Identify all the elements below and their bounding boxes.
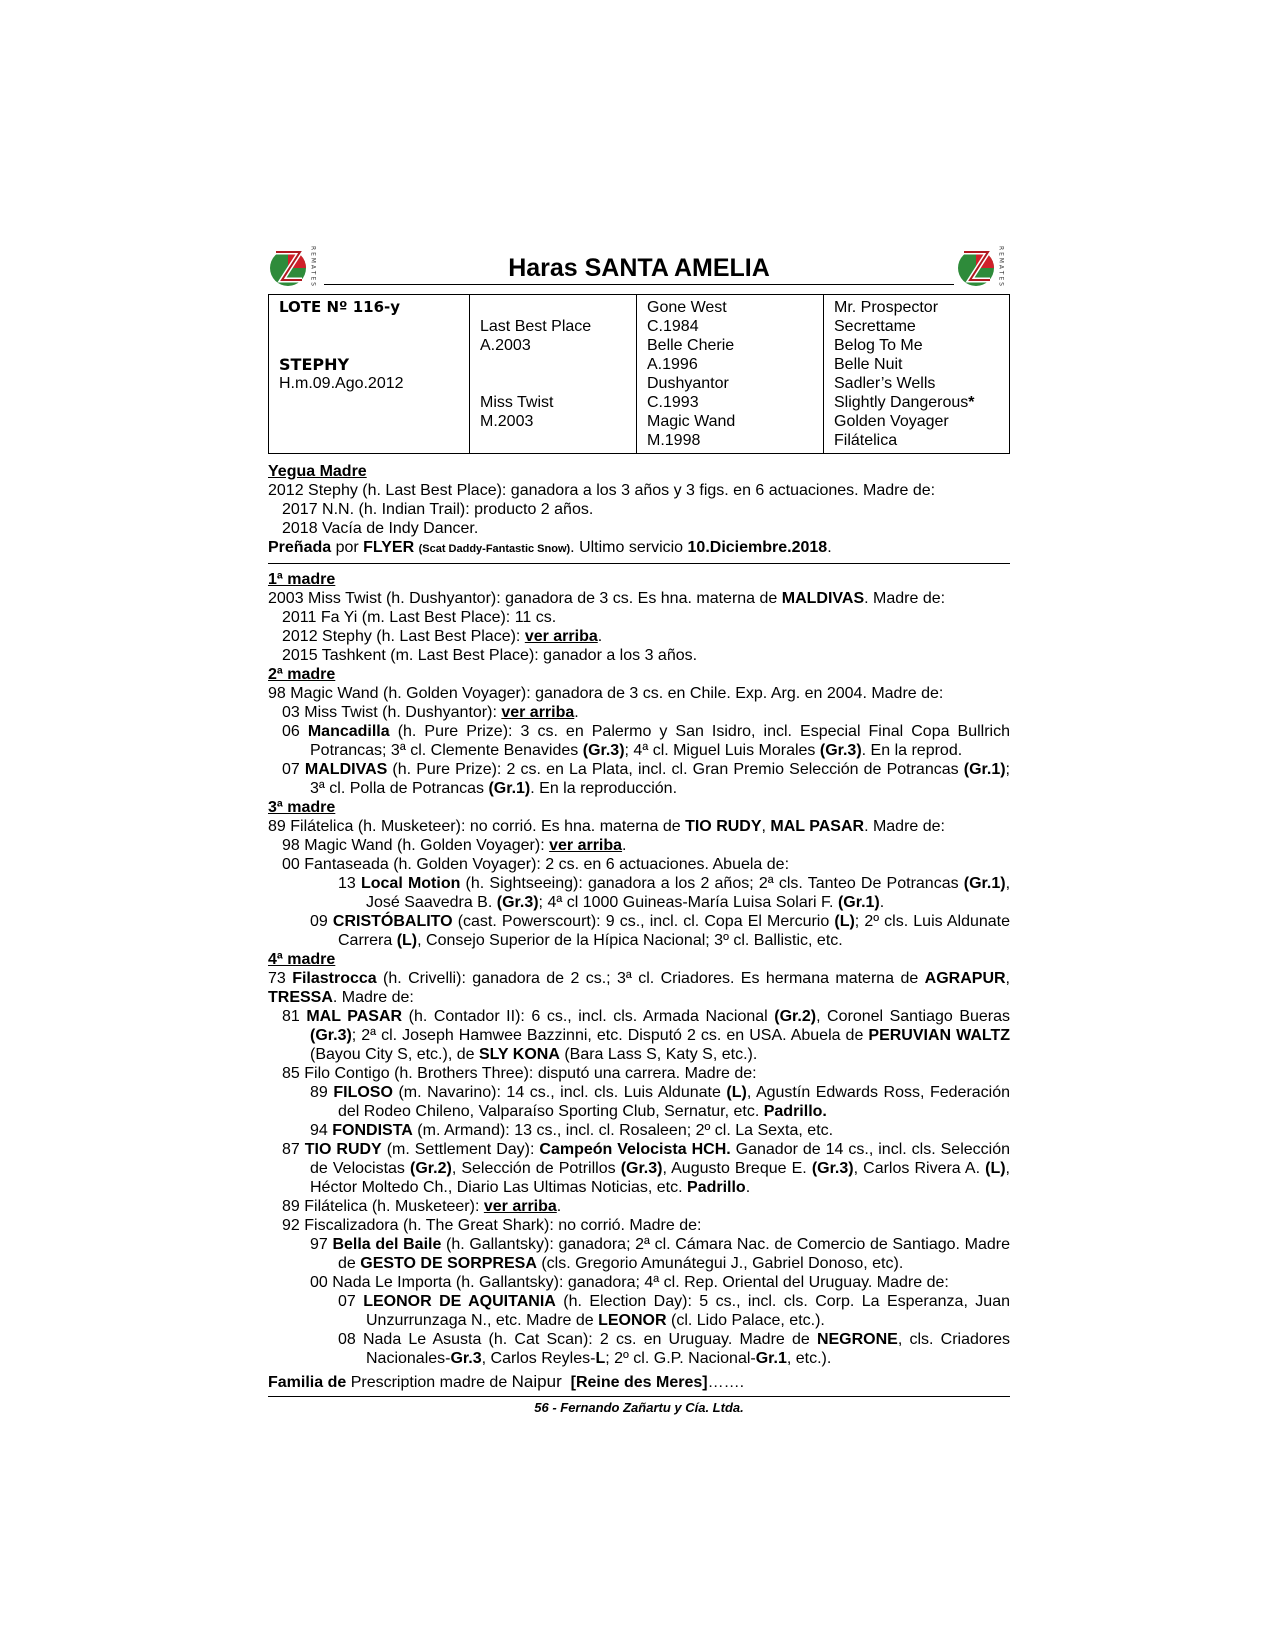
sire-year: A.2003 <box>480 337 531 354</box>
grandsire-paternal-year: C.1984 <box>647 318 699 335</box>
list-item: 2003 Miss Twist (h. Dushyantor): ganadora de 3 cs. Es hna. materna de MALDIVAS. Madre de: <box>268 590 946 607</box>
list-item: 97 Bella del Baile (h. Gallantsky): ganadora; 2ª cl. Cámara Nac. de Comercio de Santiago. Madre de GESTO DE SORPRESA (cls. Gregorio Amunátegui J., Gabriel Donoso, etc). <box>310 1236 1010 1272</box>
list-item: 81 MAL PASAR (h. Contador II): 6 cs., incl. cls. Armada Nacional (Gr.2), Coronel Santiago Bueras (Gr.3); 2ª cl. Joseph Hamwee Bazzinni, etc. Disputó 2 cs. en USA. Abuela de PERUVIAN WALTZ (Bayou City S, etc.), de SLY KONA (Bara Lass S, Katy S, etc.). <box>282 1008 1011 1063</box>
list-item: 00 Nada Le Importa (h. Gallantsky): ganadora; 4ª cl. Rep. Oriental del Uruguay. Madre de: <box>310 1274 949 1291</box>
grandsire-maternal: Dushyantor <box>647 375 729 392</box>
list-item: 07 LEONOR DE AQUITANIA (h. Election Day): 5 cs., incl. cls. Corp. La Esperanza, Juan Unzurrunzaga N., etc. Madre de LEONOR (cl. Lido Palace, etc.). <box>338 1293 1010 1329</box>
list-item: 13 Local Motion (h. Sightseeing): ganadora a los 2 años; 2ª cls. Tanteo De Potrancas (Gr.1), José Saavedra B. (Gr.3); 4ª cl 1000 Guineas-María Luisa Solari F. (Gr.1). <box>338 875 1011 911</box>
horse-name: STEPHY <box>279 355 350 374</box>
list-item: 2012 Stephy (h. Last Best Place): ver arriba. <box>282 628 603 645</box>
list-item: 08 Nada Le Asusta (h. Cat Scan): 2 cs. en Uruguay. Madre de NEGRONE, cls. Criadores Nacionales-Gr.3, Carlos Reyles-L; 2º cl. G.P. Nacional-Gr.1, etc.). <box>338 1331 1011 1367</box>
list-item: 00 Fantaseada (h. Golden Voyager): 2 cs. en 6 actuaciones. Abuela de: <box>282 856 790 873</box>
pedigree-horse <box>279 298 464 393</box>
granddam-paternal-year: A.1996 <box>647 356 698 373</box>
list-item: 85 Filo Contigo (h. Brothers Three): disputó una carrera. Madre de: <box>282 1065 757 1082</box>
pedigree-table <box>268 294 1010 454</box>
list-item: 2012 Stephy (h. Last Best Place): ganadora a los 3 años y 3 figs. en 6 actuaciones. Madre de: <box>268 482 936 499</box>
list-item: 09 CRISTÓBALITO (cast. Powerscourt): 9 cs., incl. cl. Copa El Mercurio (L); 2º cls. Luis Aldunate Carrera (L), Consejo Superior de la Hípica Nacional; 3º cl. Ballistic, etc. <box>310 913 1011 949</box>
list-item: 2017 N.N. (h. Indian Trail): producto 2 años. <box>282 501 594 518</box>
pedigree-great-grandparents <box>823 295 1012 453</box>
granddam-paternal: Belle Cherie <box>647 337 735 354</box>
ancestor: Sadler’s Wells <box>834 375 936 392</box>
footer-divider <box>268 1396 1010 1397</box>
list-item: 98 Magic Wand (h. Golden Voyager): ganadora de 3 cs. en Chile. Exp. Arg. en 2004. Madre de: <box>268 685 944 702</box>
section-heading: 4ª madre <box>268 951 336 968</box>
list-item: 73 Filastrocca (h. Crivelli): ganadora de 2 cs.; 3ª cl. Criadores. Es hermana materna de AGRAPUR, TRESSA. Madre de: <box>268 970 1010 1006</box>
family-history <box>268 462 1010 1392</box>
list-item: 87 TIO RUDY (m. Settlement Day): Campeón Velocista HCH. Ganador de 14 cs., incl. cls. Selección de Velocistas (Gr.2), Selección de Potrillos (Gr.3), Augusto Breque E. (Gr.3), Carlos Rivera A. (L), Héctor Moltedo Ch., Diario Las Ultimas Noticias, etc. Padrillo. <box>282 1141 1011 1196</box>
svg-text:R E M A T E S: R E M A T E S <box>997 246 1005 286</box>
pedigree-parents <box>469 295 645 453</box>
ancestor: Belog To Me <box>834 337 923 354</box>
list-item: 94 FONDISTA (m. Armand): 13 cs., incl. cl. Rosaleen; 2º cl. La Sexta, etc. <box>310 1122 834 1139</box>
list-item: 89 FILOSO (m. Navarino): 14 cs., incl. cls. Luis Aldunate (L), Agustín Edwards Ross, Federación del Rodeo Chileno, Valparaíso Sporting Club, Sernatur, etc. Padrillo. <box>310 1084 1011 1120</box>
ancestor: Belle Nuit <box>834 356 903 373</box>
ancestor: Mr. Prospector <box>834 299 939 316</box>
list-item: Preñada por FLYER (Scat Daddy-Fantastic Snow). Ultimo servicio 10.Diciembre.2018. <box>268 539 832 556</box>
list-item: 89 Filátelica (h. Musketeer): no corrió. Es hna. materna de TIO RUDY, MAL PASAR. Madre de: <box>268 818 945 835</box>
family-note: Familia de Prescription madre de Naipur [Reine des Meres]……. <box>268 1372 745 1391</box>
zz-remates-logo <box>956 240 1010 290</box>
ancestor: Filátelica <box>834 432 898 449</box>
section-heading: 2ª madre <box>268 666 336 683</box>
list-item: 07 MALDIVAS (h. Pure Prize): 2 cs. en La Plata, incl. cl. Gran Premio Selección de Potrancas (Gr.1); 3ª cl. Polla de Potrancas (Gr.1). En la reproducción. <box>282 761 1010 797</box>
list-item: 2015 Tashkent (m. Last Best Place): ganador a los 3 años. <box>282 647 698 664</box>
svg-text:R E M A T E S: R E M A T E S <box>309 246 317 286</box>
page-title: Haras SANTA AMELIA <box>508 254 770 282</box>
section-heading: 3ª madre <box>268 799 336 816</box>
list-item: 03 Miss Twist (h. Dushyantor): ver arriba. <box>282 704 579 721</box>
dam-year: M.2003 <box>480 413 534 430</box>
page-footer: 56 - Fernando Zañartu y Cía. Ltda. <box>534 1400 744 1415</box>
section-heading: Yegua Madre <box>268 463 367 480</box>
pedigree-grandparents <box>636 295 832 453</box>
title-divider <box>324 284 954 285</box>
list-item: 2018 Vacía de Indy Dancer. <box>282 520 479 537</box>
list-item: 06 Mancadilla (h. Pure Prize): 3 cs. en Palermo y San Isidro, incl. Especial Final Copa Bullrich Potrancas; 3ª cl. Clemente Benavides (Gr.3); 4ª cl. Miguel Luis Morales (Gr.3). En la reprod. <box>282 723 1011 759</box>
ancestor: Secrettame <box>834 318 916 335</box>
grandsire-maternal-year: C.1993 <box>647 394 699 411</box>
list-item: 2011 Fa Yi (m. Last Best Place): 11 cs. <box>282 609 557 626</box>
page-header <box>268 240 1010 298</box>
section-heading: 1ª madre <box>268 571 336 588</box>
granddam-maternal: Magic Wand <box>647 413 736 430</box>
dam: Miss Twist <box>480 394 554 411</box>
list-item: 98 Magic Wand (h. Golden Voyager): ver arriba. <box>282 837 627 854</box>
list-item: 89 Filátelica (h. Musketeer): ver arriba. <box>282 1198 562 1215</box>
granddam-maternal-year: M.1998 <box>647 432 701 449</box>
lot-number: LOTE Nº 116-y <box>279 298 401 316</box>
ancestor: Slightly Dangerous* <box>834 394 975 411</box>
sire: Last Best Place <box>480 318 592 335</box>
divider <box>268 563 1010 564</box>
grandsire-paternal: Gone West <box>647 299 727 316</box>
list-item: 92 Fiscalizadora (h. The Great Shark): no corrió. Madre de: <box>282 1217 702 1234</box>
horse-description: H.m.09.Ago.2012 <box>279 375 404 392</box>
ancestor: Golden Voyager <box>834 413 949 430</box>
catalog-page <box>268 240 1010 1415</box>
